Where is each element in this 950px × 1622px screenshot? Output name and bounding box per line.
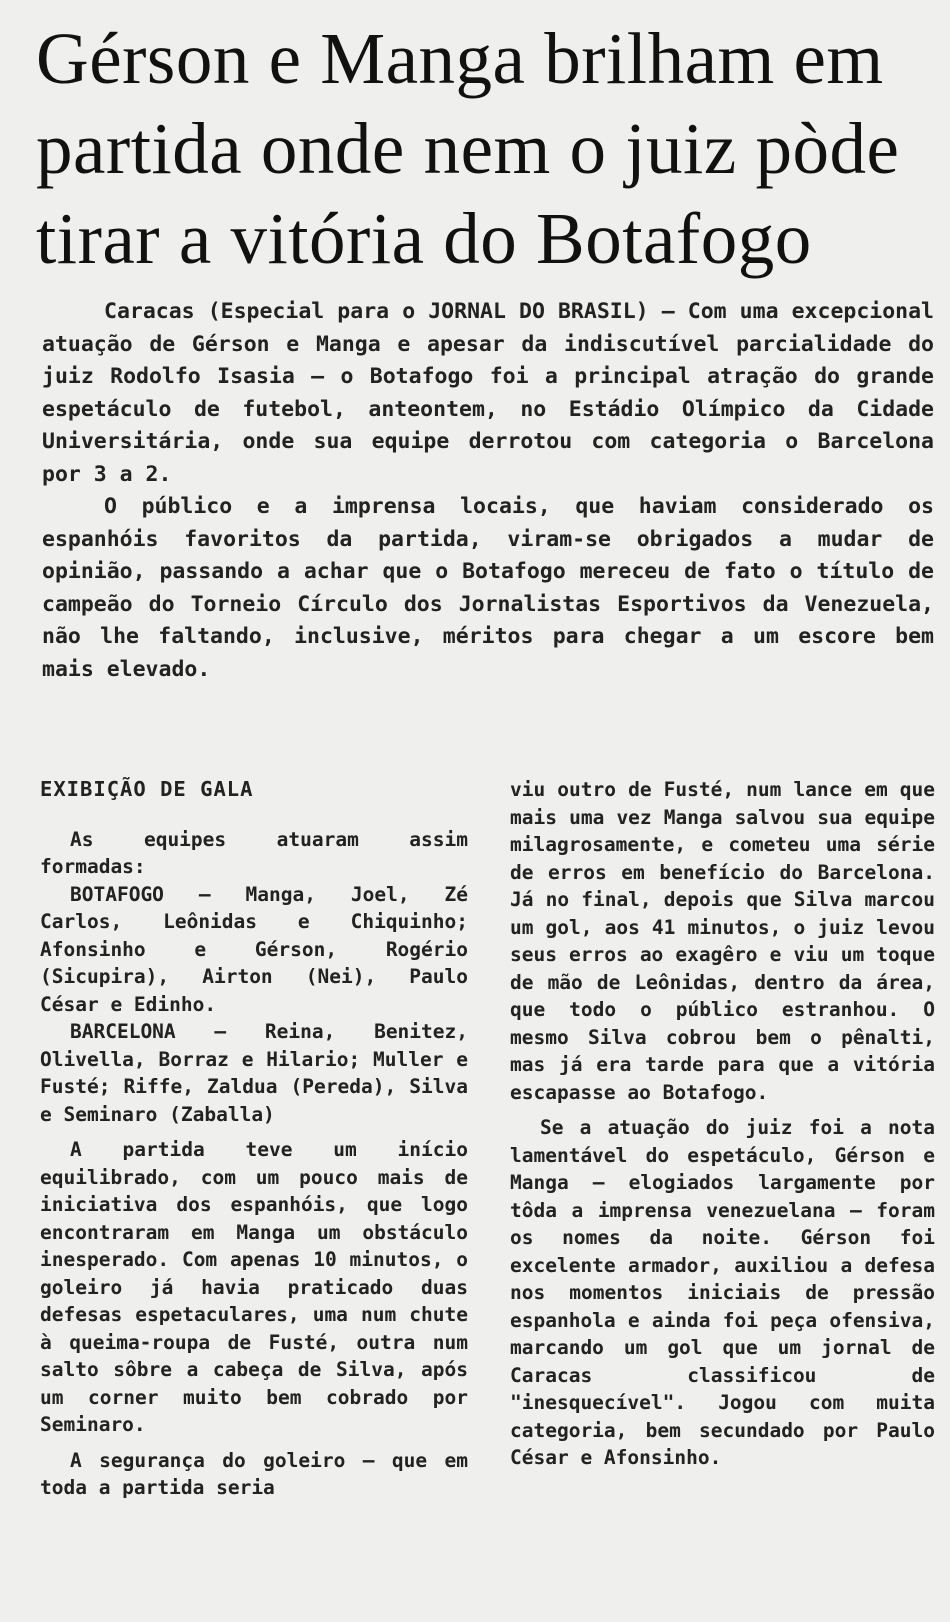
body-paragraph: Se a atuação do juiz foi a nota lamentável do espetáculo, Gérson e Manga — elogiados largamente por tôda a imprensa venezuelana — foram os nomes da noite. Gérson foi excelente armador, auxiliou a defesa nos momentos iniciais de pressão espanhola e ainda foi peça ofensiva, marcando um gol que um jornal de Caracas classificou de "inesquecível". Jogou com muita categoria, bem secundado por Paulo César e Afonsinho. — [510, 1116, 935, 1469]
body-paragraph: BARCELONA — Reina, Benitez, Olivella, Borraz e Hilario; Muller e Fusté; Riffe, Zaldua (Pereda), Silva e Seminaro (Zaballa) — [40, 1020, 468, 1126]
lead-text — [42, 296, 934, 686]
lead-paragraph: Caracas (Especial para o JORNAL DO BRASIL) — Com uma excepcional atuação de Gérson e Manga e apesar da indiscutível parcialidade do juiz Rodolfo Isasia — o Botafogo foi a principal atração do grande espetáculo de futebol, anteontem, no Estádio Olímpico da Cidade Universitária, onde sua equipe derrotou com categoria o Barcelona por 3 a 2. — [42, 299, 934, 487]
lead-paragraph: O público e a imprensa locais, que haviam considerado os espanhóis favoritos da partida, viram-se obrigados a mudar de opinião, passando a achar que o Botafogo mereceu de fato o título de campeão do Torneio Círculo dos Jornalistas Esportivos da Venezuela, não lhe faltando, inclusive, méritos para chegar a um escore bem mais elevado. — [42, 494, 934, 682]
headline-line: Gérson e Manga brilham em — [36, 18, 884, 99]
headline-line: partida onde nem o juiz pòde — [36, 108, 900, 189]
section-title: EXIBIÇÃO DE GALA — [40, 777, 254, 801]
body-paragraph: viu outro de Fusté, num lance em que mais uma vez Manga salvou sua equipe milagrosamente, e cometeu uma série de erros em benefício do Barcelona. Já no final, depois que Silva marcou um gol, aos 41 minutos, o juiz levou seus erros ao exagêro e viu um toque de mão de Leônidas, dentro da área, que todo o público estranhou. O mesmo Silva cobrou bem o pênalti, mas já era tarde para que a vitória escapasse ao Botafogo. — [510, 778, 935, 1104]
headline-line: tirar a vitória do Botafogo — [36, 198, 812, 279]
headline — [36, 14, 936, 284]
body-paragraph: A partida teve um início equilibrado, com um pouco mais de iniciativa dos espanhóis, que logo encontraram em Manga um obstáculo inesperado. Com apenas 10 minutos, o goleiro já havia praticado duas defesas espetaculares, uma num chute à queima-roupa de Fusté, outra num salto sôbre a cabeça de Silva, após um corner muito bem cobrado por Seminaro. — [40, 1138, 468, 1436]
body-paragraph: A segurança do goleiro — que em toda a partida seria — [40, 1448, 468, 1499]
right-column — [510, 776, 935, 1472]
body-paragraph: BOTAFOGO — Manga, Joel, Zé Carlos, Leônidas e Chiquinho; Afonsinho e Gérson, Rogério (Sicupira), Airton (Nei), Paulo César e Edinho. — [40, 882, 468, 1016]
body-paragraph: As equipes atuaram assim formadas: — [40, 827, 468, 878]
left-column — [40, 776, 468, 1502]
